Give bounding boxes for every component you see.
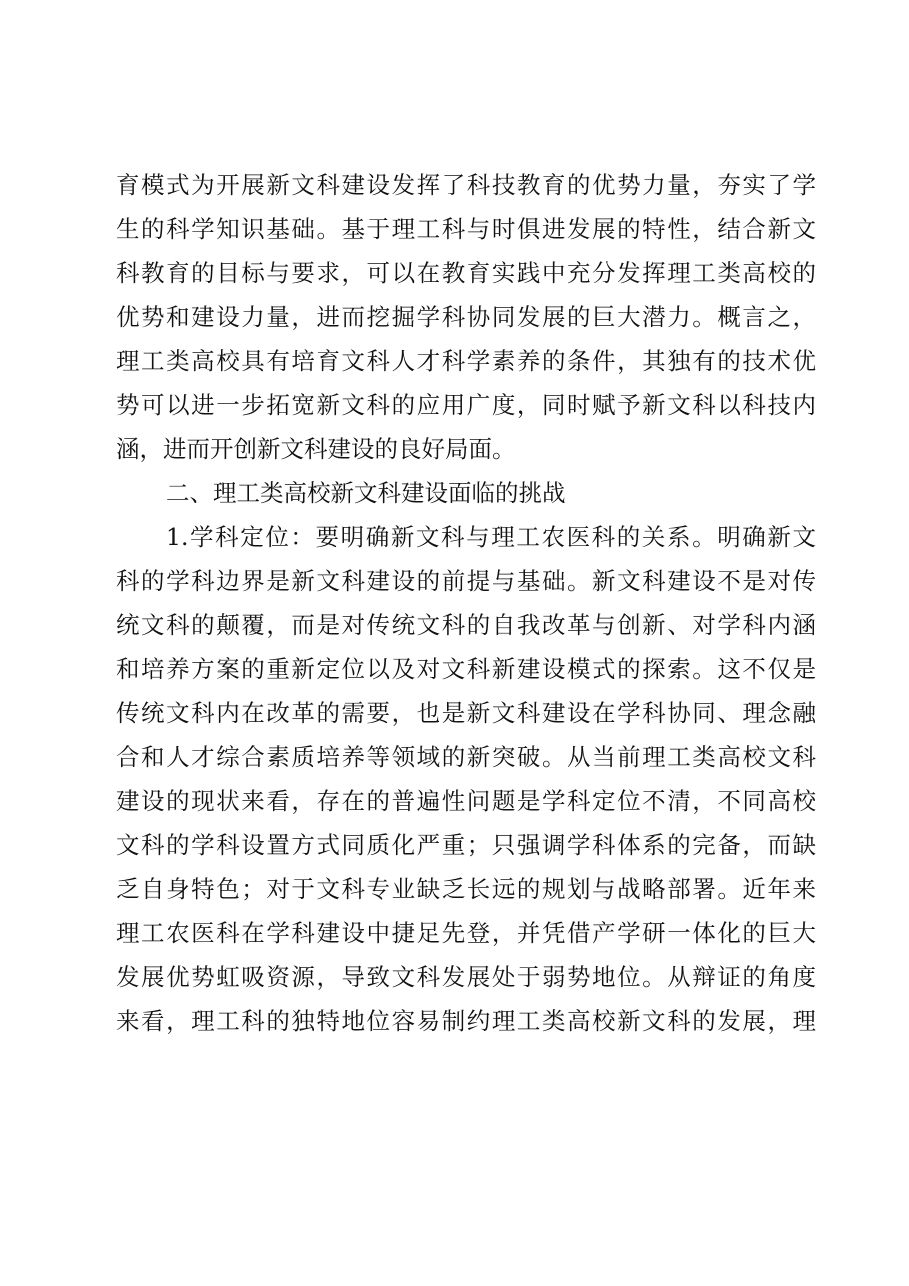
paragraph-line: 理工类高校具有培育文科人才科学素养的条件，其独有的技术优 xyxy=(116,347,816,375)
paragraph-line: 乏自身特色；对于文科专业缺乏长远的规划与战略部署。近年来 xyxy=(116,875,816,903)
paragraph-line: 来看，理工科的独特地位容易制约理工类高校新文科的发展，理 xyxy=(116,1007,816,1035)
paragraph-line: 建设的现状来看，存在的普遍性问题是学科定位不清，不同高校 xyxy=(116,787,816,815)
paragraph-line: 传统文科内在改革的需要，也是新文科建设在学科协同、理念融 xyxy=(116,699,816,727)
section-heading: 二、理工类高校新文科建设面临的挑战 xyxy=(166,479,566,507)
paragraph-line: 统文科的颠覆，而是对传统文科的自我改革与创新、对学科内涵 xyxy=(116,611,816,639)
paragraph-line: 优势和建设力量，进而挖掘学科协同发展的巨大潜力。概言之， xyxy=(116,303,816,331)
paragraph-line: 生的科学知识基础。基于理工科与时俱进发展的特性，结合新文 xyxy=(116,215,816,243)
paragraph-continuation xyxy=(116,163,816,471)
paragraph-line: 涵，进而开创新文科建设的良好局面。 xyxy=(116,435,516,463)
paragraph-subsection-1 xyxy=(116,515,816,1043)
paragraph-line: 合和人才综合素质培养等领域的新突破。从当前理工类高校文科 xyxy=(116,743,816,771)
paragraph-line: 和培养方案的重新定位以及对文科新建设模式的探索。这不仅是 xyxy=(116,655,816,683)
paragraph-line: 文科的学科设置方式同质化严重；只强调学科体系的完备，而缺 xyxy=(116,831,816,859)
paragraph-line: 育模式为开展新文科建设发挥了科技教育的优势力量，夯实了学 xyxy=(116,171,816,199)
paragraph-line: 发展优势虹吸资源，导致文科发展处于弱势地位。从辩证的角度 xyxy=(116,963,816,991)
paragraph-line: 理工农医科在学科建设中捷足先登，并凭借产学研一体化的巨大 xyxy=(116,919,816,947)
paragraph-line: 势可以进一步拓宽新文科的应用广度，同时赋予新文科以科技内 xyxy=(116,391,816,419)
paragraph-line: 科的学科边界是新文科建设的前提与基础。新文科建设不是对传 xyxy=(116,567,816,595)
body-text xyxy=(116,163,816,1043)
paragraph-line: 科教育的目标与要求，可以在教育实践中充分发挥理工类高校的 xyxy=(116,259,816,287)
paragraph-line: 1.学科定位：要明确新文科与理工农医科的关系。明确新文 xyxy=(166,523,816,551)
